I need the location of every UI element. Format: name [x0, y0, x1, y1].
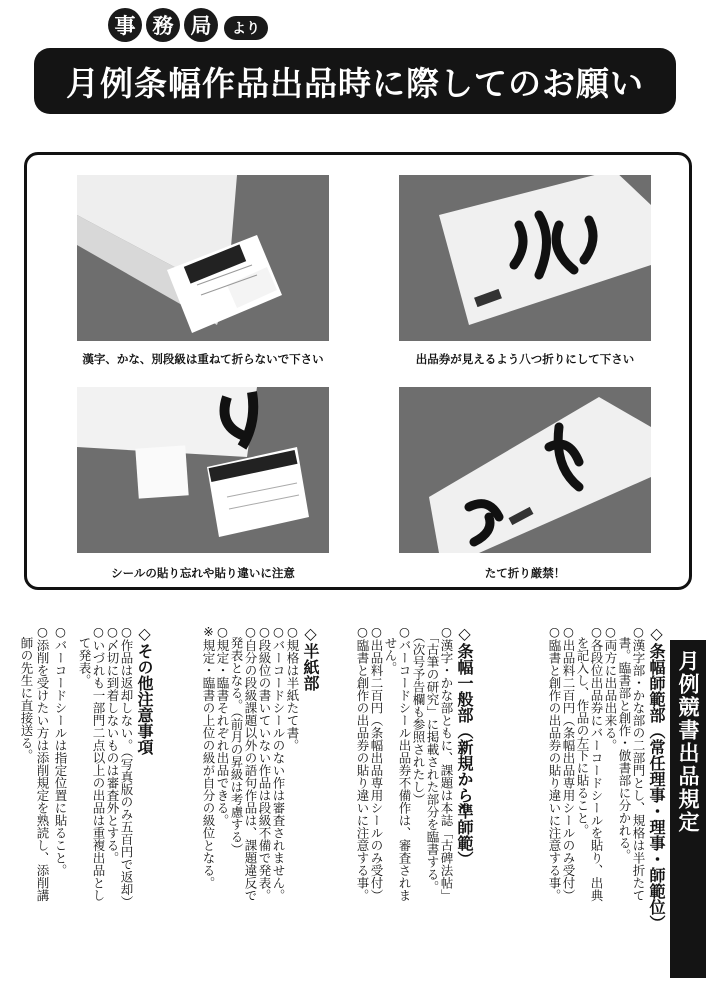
office-badge-group	[108, 8, 268, 42]
rule-line: せん。	[383, 624, 398, 674]
photo-caption-4: たて折り厳禁！	[484, 566, 566, 580]
heading-general-division: ◇条幅一般部（新規から準師範）	[455, 624, 474, 867]
rule-line: ○漢字部・かな部の二部門とし、規格は半折たて	[631, 624, 646, 902]
rule-line: ○出品料二百円（条幅出品専用シールのみ受付）	[561, 624, 576, 902]
rule-line: ○規定・臨書それぞれ出品できる。	[215, 624, 230, 827]
photo-folded-entry	[399, 175, 651, 341]
heading-hanshi-division: ◇半紙部	[301, 624, 320, 691]
rule-line: （次号予告欄も参照されたし）	[411, 624, 426, 806]
side-title: 月例競書出品規定	[670, 640, 706, 978]
photo-panel	[24, 152, 692, 590]
rule-line: ○自分の段級課題以外の語句作品は、課題違反で	[243, 624, 258, 902]
paper-stack-illustration	[77, 175, 329, 341]
photo-caption-1: 漢字、かな、別段級は重ねて折らないで下さい	[82, 352, 324, 366]
heading-other-notes: ◇その他注意事項	[135, 624, 154, 755]
rule-line: て発表。	[77, 624, 92, 687]
rule-line: ○臨書と創作の出品券の貼り違いに注意する事。	[355, 624, 370, 902]
rule-line: 発表となる。（前月の昇級は考慮する）	[229, 624, 244, 856]
rule-line: ○〆切に到着しないものは審査外とする。	[105, 624, 120, 864]
folded-paper-illustration	[399, 175, 651, 341]
photo-caption-3: シールの貼り忘れや貼り違いに注意	[111, 566, 295, 580]
rule-line: ○いづれも一部門二点以上の出品は重複出品とし	[91, 624, 106, 902]
photo-stacked-entries	[77, 175, 329, 341]
badge-ji: 事	[108, 8, 142, 42]
rules-section	[6, 624, 664, 980]
rule-line: ○作品は返却しない。（写真版のみ五百円で返却）	[119, 624, 134, 908]
rule-line: ○添削を受けたい方は添削規定を熟読し、添削講	[35, 624, 50, 902]
rule-line: ○段級位の書いていない作品は段級不備で発表。	[257, 624, 272, 902]
rule-line: 「古筆の研究」に掲載された部分を臨書する。	[425, 624, 440, 893]
photo-caption-2: 出品券が見えるよう八つ折りにして下さい	[415, 352, 635, 366]
rule-line: ○出品料二百円（条幅出品専用シールのみ受付）	[369, 624, 384, 902]
rule-line: 書。臨書部と創作・倣書部に分かれる。	[617, 624, 632, 862]
rule-line: ○バーコードシールは指定位置に貼ること。	[53, 624, 68, 877]
page-title: 月例条幅作品出品時に際してのお願い	[34, 48, 676, 114]
rule-line: ○漢字・かな部ともに、課題は本誌「古碑法帖」	[439, 624, 454, 902]
badge-kyoku: 局	[184, 8, 218, 42]
vertical-fold-illustration	[399, 387, 651, 553]
badge-yori: より	[224, 16, 268, 40]
photo-no-vertical-fold	[399, 387, 651, 553]
rule-line: ○バーコードシールのない作は審査されません。	[271, 624, 286, 902]
heading-master-division: ◇条幅師範部（常任理事・理事・師範位）	[647, 624, 666, 931]
sticker-illustration	[77, 387, 329, 553]
rule-line: ※規定・臨書の上位の級が自分の級位となる。	[201, 624, 216, 889]
rule-line: ○臨書と創作の出品券の貼り違いに注意する事。	[547, 624, 562, 902]
badge-mu: 務	[146, 8, 180, 42]
photo-stickers	[77, 387, 329, 553]
rule-line: 師の先生に直接送る。	[19, 624, 34, 762]
rule-line: ○バーコードシール出品券不備作は、審査されま	[397, 624, 412, 902]
rule-line: ○規格は半紙たて書。	[285, 624, 300, 752]
rule-line: ○両方に出品出来る。	[603, 624, 618, 752]
rule-line: を記入し、作品の左下に貼ること。	[575, 624, 590, 837]
rule-line: ○各段位出品券にバーコードシールを貼り、出典	[589, 624, 604, 902]
